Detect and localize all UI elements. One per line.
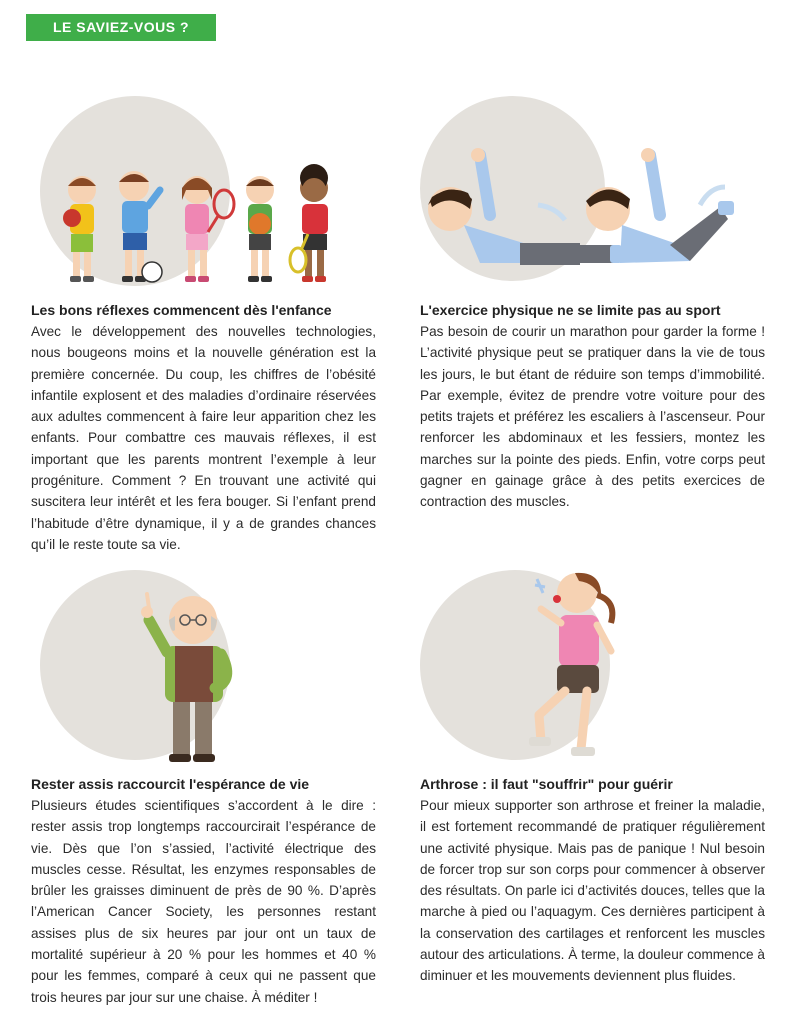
stretching-woman-illustration-icon [515,565,635,765]
children-illustration-icon [52,160,352,290]
section-arthrose [420,775,765,987]
section-title: Arthrose : il faut "souffrir" pour guérir [420,776,673,792]
section-exercise [420,301,765,513]
section-body: Plusieurs études scientifiques s’accordent à le dire : rester assis trop longtemps raccourcirait l’espérance de vie. Dès que l’on s’assied, l’activité électrique des muscles cesse. Résultat, les enzymes responsables de brûler les graisses diminuent de près de 90 %. D’après l’American Cancer Society, les personnes restant assises plus de six heures par jour ont un taux de mortalité supérieur à 20 % pour les hommes et 40 % pour les femmes, comparé à ceux qui ne passent que trois heures par jour sur une chaise. À méditer ! [31,798,376,1005]
elderly-man-illustration-icon [135,590,245,770]
leg-exercise-illustration-icon [420,145,750,285]
section-title: Rester assis raccourcit l'espérance de vie [31,776,310,792]
section-body: Avec le développement des nouvelles technologies, nous bougeons moins et la nouvelle génération est la première concernée. Du coup, les chiffres de l’obésité infantile explosent et des maladies d’ordinaire réservées aux adultes commencent à faire leur apparition chez les enfants. Pour combattre ces mauvais réflexes, il est important que les parents montrent l’exemple à leur progéniture. Comment ? En trouvant une activité qui suscitera leur intérêt et les fera bouger. Si l’enfant prend l’habitude d’être dynamique, il y a de grandes chances qu’il le reste toute sa vie. [31,324,376,552]
section-children [31,301,376,555]
section-sitting [31,775,376,1008]
section-title: L'exercice physique ne se limite pas au sport [420,302,721,318]
section-tag: LE SAVIEZ-VOUS ? [26,14,216,41]
section-title: Les bons réflexes commencent dès l'enfance [31,302,332,318]
section-body: Pas besoin de courir un marathon pour garder la forme ! L’activité physique peut se pratiquer dans la vie de tous les jours, le but étant de réduire son temps d’immobilité. Par exemple, évitez de prendre votre voiture pour des petits trajets et préférez les escaliers à l’ascenseur. Pour renforcer les abdominaux et les fessiers, montez les marches sur la pointe des pieds. Enfin, votre corps peut gagner en gainage grâce à des petits exercices de contraction des muscles. [420,324,765,510]
section-body: Pour mieux supporter son arthrose et freiner la maladie, il est fortement recommandé de pratiquer régulièrement une activité physique. Mais pas de panique ! Nul besoin de forcer trop sur son corps pour commencer à observer des résultats. On parle ici d’activités douces, telles que la marche à pied ou l’aquagym. Ces dernières participent à la conservation des cartilages et renforcent les muscles autour des articulations. À terme, la douleur commence à diminuer et les mouvements deviennent plus fluides. [420,798,765,984]
